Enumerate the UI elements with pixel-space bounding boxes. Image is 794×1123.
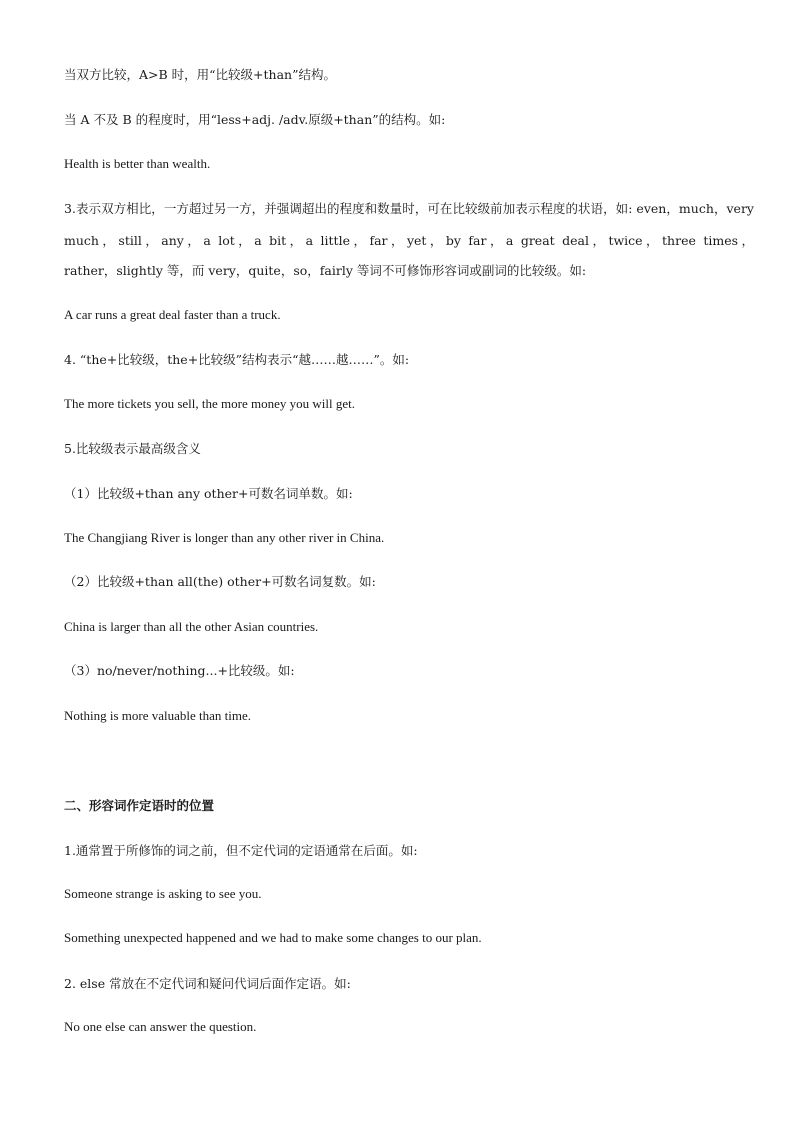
- paragraph-the-more-rule: 4. “the+比较级，the+比较级”结构表示“越……越……”。如:: [64, 352, 410, 367]
- rule-item-3: （3）no/never/nothing...+比较级。如:: [64, 663, 295, 678]
- example-sentence: No one else can answer the question.: [64, 1019, 257, 1034]
- example-sentence: A car runs a great deal faster than a truck.: [64, 307, 281, 322]
- rule-item-1: （1）比较级+than any other+可数名词单数。如:: [64, 486, 353, 501]
- paragraph-less-than-rule: 当 A 不及 B 的程度时，用“less+adj. /adv.原级+than”的结构。如:: [64, 112, 446, 127]
- example-sentence: Nothing is more valuable than time.: [64, 708, 252, 723]
- example-sentence: China is larger than all the other Asian countries.: [64, 619, 319, 634]
- section-heading: 二、形容词作定语时的位置: [64, 798, 215, 813]
- rule-item-2: （2）比较级+than all(the) other+可数名词复数。如:: [64, 574, 376, 589]
- paragraph-degree-adverbs-cont: rather，slightly 等，而 very，quite，so，fairly 等词不可修饰形容词或副词的比较级。如:: [64, 263, 587, 278]
- paragraph-comparison-rule: 当双方比较，A>B 时，用“比较级+than”结构。: [64, 67, 336, 82]
- example-sentence: The Changjiang River is longer than any other river in China.: [64, 530, 385, 545]
- example-sentence: Health is better than wealth.: [64, 156, 211, 171]
- example-sentence: The more tickets you sell, the more money you will get.: [64, 396, 355, 411]
- paragraph-position-rule-1: 1.通常置于所修饰的词之前，但不定代词的定语通常在后面。如:: [64, 843, 418, 858]
- paragraph-superlative-meaning: 5.比较级表示最高级含义: [64, 441, 201, 456]
- example-sentence: Someone strange is asking to see you.: [64, 886, 262, 901]
- paragraph-degree-adverbs: 3.表示双方相比，一方超过另一方，并强调超出的程度和数量时，可在比较级前加表示程度的状语，如: even，much，very much，still，any，a lot，a bit，a little，far，yet，by far，a great deal，twice，three times，: [64, 201, 754, 248]
- paragraph-else-rule: 2. else 常放在不定代词和疑问代词后面作定语。如:: [64, 976, 351, 991]
- example-sentence: Something unexpected happened and we had to make some changes to our plan.: [64, 930, 482, 945]
